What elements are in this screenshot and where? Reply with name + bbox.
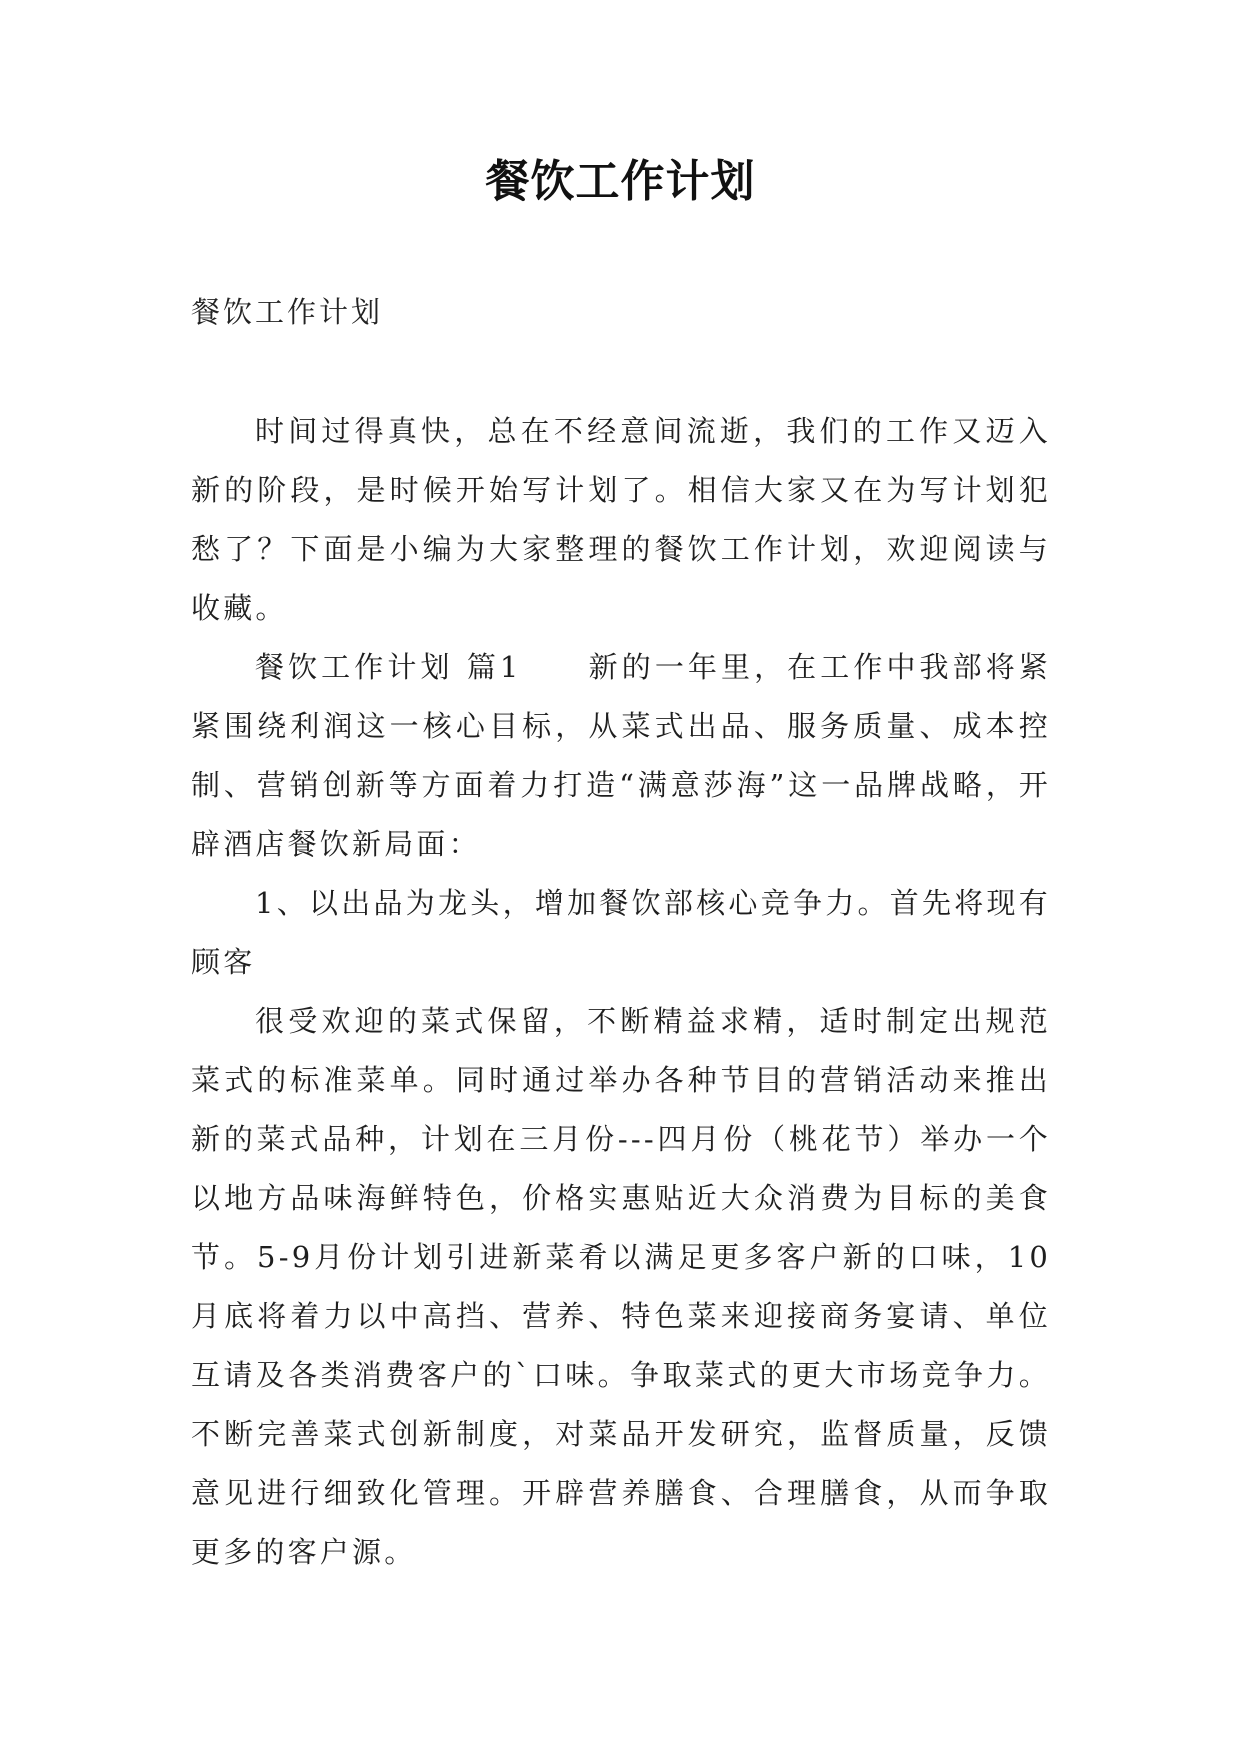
- paragraph-item-1: 1、以出品为龙头，增加餐饮部核心竞争力。首先将现有顾客: [191, 886, 1051, 979]
- document-subtitle: 餐饮工作计划: [191, 295, 384, 329]
- document-title: 餐饮工作计划: [485, 156, 756, 207]
- paragraph-plan-1: 餐饮工作计划 篇1 新的一年里，在工作中我部将紧紧围绕利润这一核心目标，从菜式出品、服务质量、成本控制、营销创新等方面着力打造“满意莎海”这一品牌战略，开辟酒店餐饮新局面：: [191, 650, 1051, 861]
- paragraph-item-1-detail: 很受欢迎的菜式保留，不断精益求精，适时制定出规范菜式的标准菜单。同时通过举办各种节目的营销活动来推出新的菜式品种，计划在三月份---四月份（桃花节）举办一个以地方品味海鲜特色，价格实惠贴近大众消费为目标的美食节。5-9月份计划引进新菜肴以满足更多客户新的口味，10月底将着力以中高挡、营养、特色菜来迎接商务宴请、单位互请及各类消费客户的`口味。争取菜式的更大市场竞争力。不断完善菜式创新制度，对菜品开发研究，监督质量，反馈意见进行细致化管理。开辟营养膳食、合理膳食，从而争取更多的客户源。: [191, 1004, 1051, 1569]
- paragraph-intro: 时间过得真快，总在不经意间流逝，我们的工作又迈入新的阶段，是时候开始写计划了。相信大家又在为写计划犯愁了？下面是小编为大家整理的餐饮工作计划，欢迎阅读与收藏。: [191, 414, 1051, 625]
- document-body: [191, 402, 1051, 1582]
